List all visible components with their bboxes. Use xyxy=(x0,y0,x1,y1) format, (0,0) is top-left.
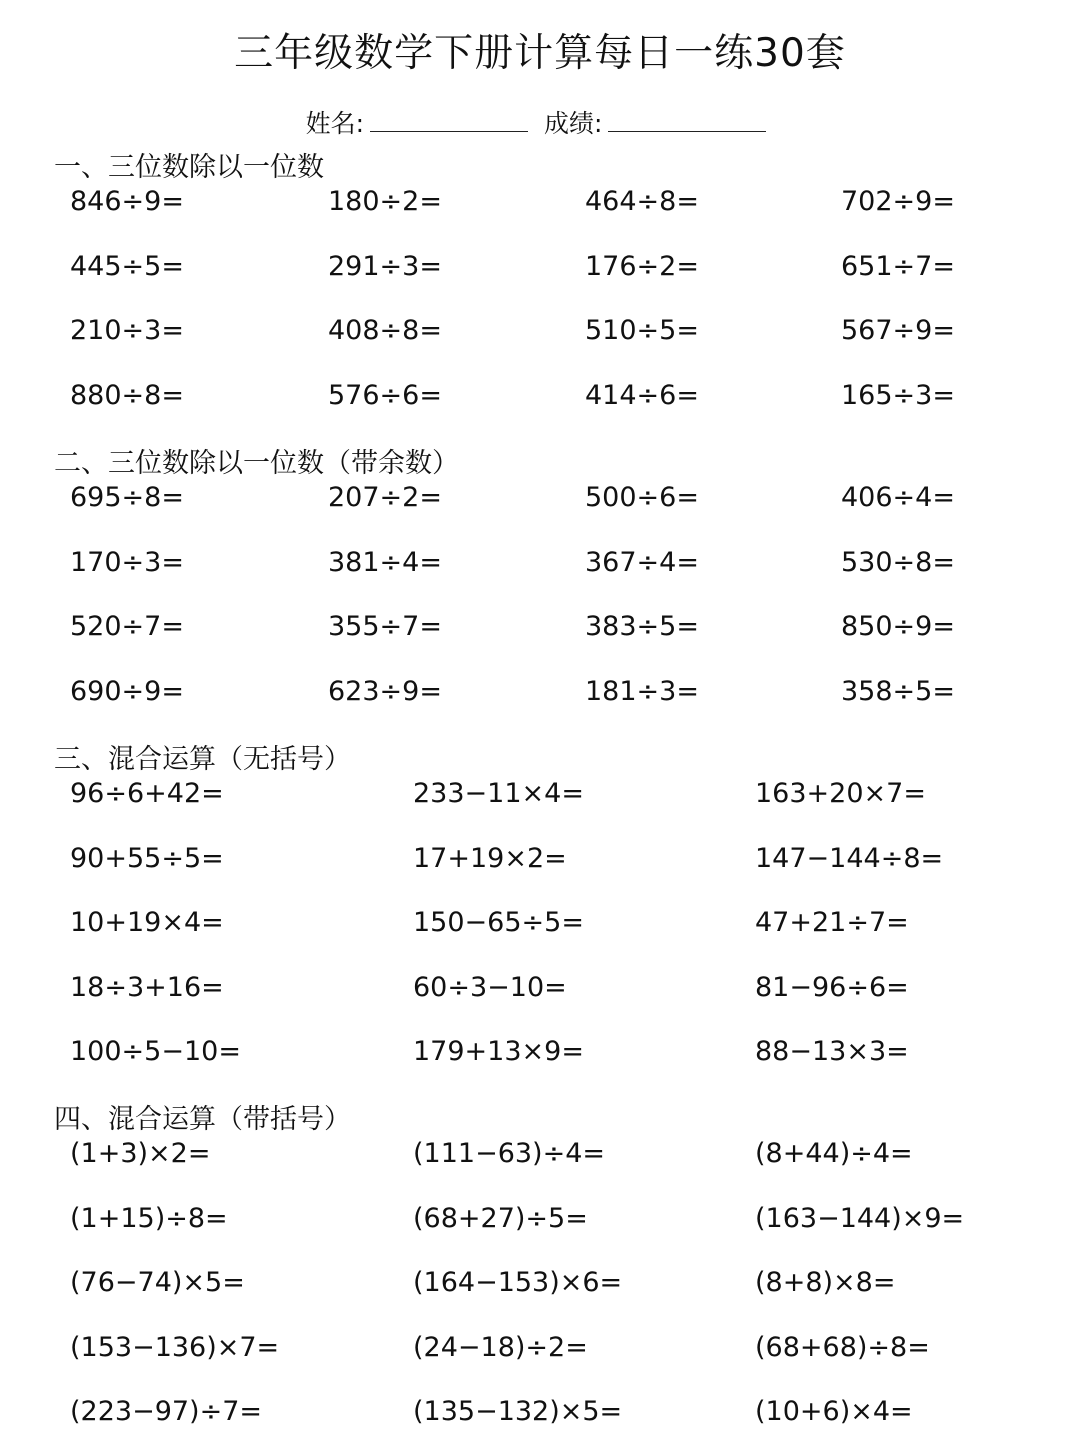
math-problem: 702÷9= xyxy=(841,186,955,217)
math-problem: 408÷8= xyxy=(328,315,442,346)
math-problem: 180÷2= xyxy=(328,186,442,217)
page-title: 三年级数学下册计算每日一练30套 xyxy=(234,31,846,76)
math-problem: 60÷3−10= xyxy=(413,971,567,1003)
math-problem: 170÷3= xyxy=(70,546,184,578)
section-heading: 一、三位数除以一位数 xyxy=(54,152,324,183)
math-problem: (68+27)÷5= xyxy=(413,1202,588,1234)
math-problem: 181÷3= xyxy=(585,675,699,707)
section-heading: 二、三位数除以一位数（带余数） xyxy=(54,448,459,479)
name-label: 姓名: xyxy=(305,109,365,138)
math-problem: 17+19×2= xyxy=(413,842,567,874)
math-problem: (111−63)÷4= xyxy=(413,1138,606,1169)
math-problem: (8+44)÷4= xyxy=(755,1138,913,1169)
math-problem: (76−74)×5= xyxy=(70,1267,245,1298)
math-problem: 81−96÷6= xyxy=(755,971,909,1003)
math-problem: (68+68)÷8= xyxy=(755,1331,930,1363)
math-problem: 210÷3= xyxy=(70,315,184,346)
math-problem: 414÷6= xyxy=(585,379,699,411)
math-problem: 10+19×4= xyxy=(70,907,224,938)
student-info-line xyxy=(0,104,1080,140)
section-heading: 四、混合运算（带括号） xyxy=(54,1104,351,1135)
math-problem: 96÷6+42= xyxy=(70,778,224,809)
math-problem: 464÷8= xyxy=(585,186,699,217)
math-problem: 90+55÷5= xyxy=(70,842,224,874)
math-problem: 367÷4= xyxy=(585,546,699,578)
math-problem: (10+6)×4= xyxy=(755,1396,913,1427)
math-problem: 179+13×9= xyxy=(413,1036,584,1067)
score-blank[interactable] xyxy=(608,109,766,132)
math-problem: 18÷3+16= xyxy=(70,971,224,1003)
math-problem: 690÷9= xyxy=(70,675,184,707)
math-problem: 695÷8= xyxy=(70,482,184,513)
math-problem: 355÷7= xyxy=(328,611,442,642)
math-problem: 850÷9= xyxy=(841,611,955,642)
math-problem: 406÷4= xyxy=(841,482,955,513)
math-problem: 846÷9= xyxy=(70,186,184,217)
math-problem: 510÷5= xyxy=(585,315,699,346)
math-problem: 381÷4= xyxy=(328,546,442,578)
math-problem: 163+20×7= xyxy=(755,778,926,809)
math-problem: (153−136)×7= xyxy=(70,1331,280,1363)
math-problem: (24−18)÷2= xyxy=(413,1331,588,1363)
math-problem: 651÷7= xyxy=(841,250,955,282)
math-problem: (164−153)×6= xyxy=(413,1267,623,1298)
math-problem: 576÷6= xyxy=(328,379,442,411)
math-problem: 880÷8= xyxy=(70,379,184,411)
math-problem: 150−65÷5= xyxy=(413,907,584,938)
math-problem: (1+15)÷8= xyxy=(70,1202,228,1234)
score-label: 成绩: xyxy=(543,109,603,138)
math-problem: (135−132)×5= xyxy=(413,1396,623,1427)
name-blank[interactable] xyxy=(370,109,528,132)
math-problem: 383÷5= xyxy=(585,611,699,642)
math-problem: 88−13×3= xyxy=(755,1036,909,1067)
math-problem: 623÷9= xyxy=(328,675,442,707)
math-problem: 233−11×4= xyxy=(413,778,584,809)
math-problem: 358÷5= xyxy=(841,675,955,707)
math-problem: 520÷7= xyxy=(70,611,184,642)
math-problem: (163−144)×9= xyxy=(755,1202,965,1234)
math-problem: (8+8)×8= xyxy=(755,1267,896,1298)
math-problem: 147−144÷8= xyxy=(755,842,944,874)
section-heading: 三、混合运算（无括号） xyxy=(54,744,351,775)
math-problem: 207÷2= xyxy=(328,482,442,513)
math-problem: (223−97)÷7= xyxy=(70,1396,263,1427)
math-problem: 165÷3= xyxy=(841,379,955,411)
math-problem: 100÷5−10= xyxy=(70,1036,241,1067)
math-problem: 291÷3= xyxy=(328,250,442,282)
math-problem: 567÷9= xyxy=(841,315,955,346)
math-problem: 445÷5= xyxy=(70,250,184,282)
math-problem: 530÷8= xyxy=(841,546,955,578)
math-problem: 500÷6= xyxy=(585,482,699,513)
math-problem: (1+3)×2= xyxy=(70,1138,211,1169)
math-problem: 47+21÷7= xyxy=(755,907,909,938)
math-problem: 176÷2= xyxy=(585,250,699,282)
